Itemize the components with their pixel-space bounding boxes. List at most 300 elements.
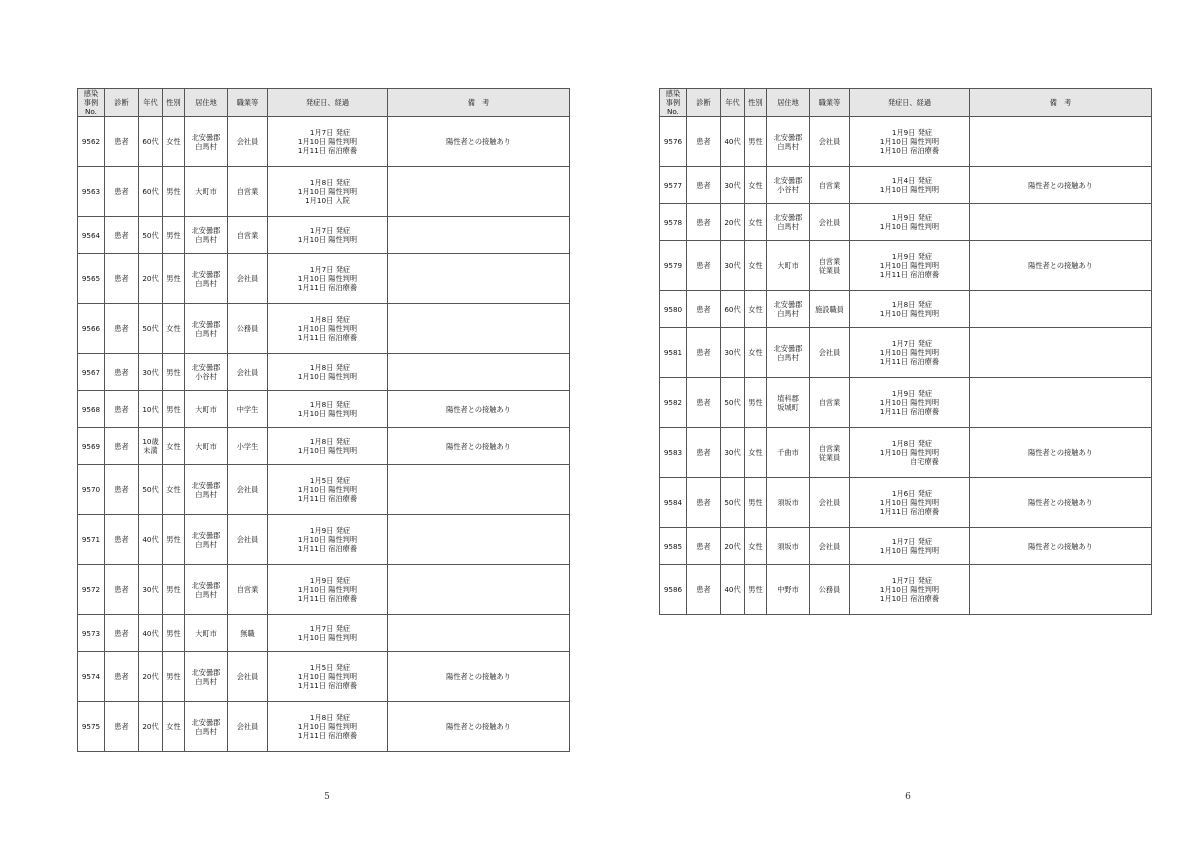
course-cell (268, 565, 388, 615)
sex-cell: 女性 (163, 117, 185, 167)
header-remarks: 備 考 (388, 89, 570, 117)
occupation-cell (228, 515, 268, 565)
age-line: 50代 (724, 398, 741, 407)
remarks-cell (970, 565, 1152, 615)
age-cell (721, 167, 745, 204)
course-line: 1月11日 宿泊療養 (297, 594, 358, 603)
table-row (660, 378, 1152, 428)
case-number-cell: 9577 (660, 167, 687, 204)
occupation-line: 施設職員 (815, 304, 844, 314)
course-line: 1月11日 宿泊療養 (297, 283, 358, 292)
diagnosis-cell: 患者 (687, 167, 721, 204)
table-row (78, 117, 570, 167)
course-line: 1月10日 陽性判明 (297, 446, 358, 455)
occupation-line: 自営業 (236, 585, 259, 594)
course-line: 1月9日 発症 (309, 576, 351, 585)
course-line: 1月10日 陽性判明 (297, 485, 358, 494)
residence-line: 小谷村 (195, 372, 217, 381)
table-row (78, 428, 570, 465)
occupation-cell (810, 328, 850, 378)
header-case-no-line: No. (85, 107, 97, 116)
sex-cell: 女性 (163, 465, 185, 515)
remarks-cell (970, 328, 1152, 378)
diagnosis-cell: 患者 (687, 291, 721, 328)
remarks-cell (388, 304, 570, 354)
case-table (659, 88, 1152, 615)
sex-cell: 男性 (163, 652, 185, 702)
case-number-cell: 9564 (78, 217, 105, 254)
occupation-cell (228, 217, 268, 254)
sex-cell: 女性 (745, 328, 767, 378)
age-line: 30代 (724, 180, 741, 190)
course-line: 1月8日 発症 (309, 315, 351, 324)
course-line: 1月8日 発症 (309, 178, 351, 187)
age-cell (721, 291, 745, 328)
age-cell (139, 167, 163, 217)
course-line: 1月10日 入院 (305, 196, 350, 205)
diagnosis-cell: 患者 (687, 428, 721, 478)
remarks-cell: 陽性者との接触あり (388, 391, 570, 428)
case-number-cell: 9569 (78, 428, 105, 465)
residence-line: 大町市 (195, 404, 217, 414)
residence-line: 大町市 (195, 187, 217, 196)
age-line: 10歳 (142, 437, 159, 446)
header-case-no-line: 事例 (665, 98, 681, 107)
table-row (78, 354, 570, 391)
residence-line: 北安曇郡 (191, 132, 221, 142)
header-row (78, 89, 570, 117)
course-cell (850, 378, 970, 428)
course-line: 1月11日 宿泊療養 (297, 544, 358, 553)
residence-cell (185, 652, 228, 702)
occupation-line: 会社員 (818, 217, 841, 227)
course-cell (268, 652, 388, 702)
age-cell (139, 217, 163, 254)
case-number-cell: 9573 (78, 615, 105, 652)
occupation-cell (228, 304, 268, 354)
header-row (660, 89, 1152, 117)
residence-cell (767, 241, 810, 291)
residence-cell (767, 328, 810, 378)
residence-line: 北安曇郡 (191, 269, 221, 279)
diagnosis-cell: 患者 (105, 615, 139, 652)
course-line: 1月7日 発症 (309, 226, 351, 235)
residence-line: 白馬村 (195, 539, 217, 549)
table-row (78, 167, 570, 217)
diagnosis-cell: 患者 (687, 565, 721, 615)
course-line: 1月10日 陽性判明 (879, 348, 940, 357)
header-occupation: 職業等 (228, 89, 268, 117)
occupation-line: 従業員 (818, 452, 841, 462)
remarks-cell (388, 167, 570, 217)
case-number-cell: 9584 (660, 478, 687, 528)
age-line: 30代 (724, 261, 741, 270)
age-line: 20代 (142, 722, 159, 731)
header-course: 発症日、経過 (268, 89, 388, 117)
header-course: 発症日、経過 (850, 89, 970, 117)
age-line: 30代 (142, 585, 159, 594)
occupation-line: 会社員 (236, 535, 259, 544)
age-cell (139, 354, 163, 391)
course-line: 1月5日 発症 (309, 663, 351, 672)
course-line: 1月10日 陽性判明 (297, 585, 358, 594)
course-line: 1月10日 陽性判明 (879, 448, 940, 457)
diagnosis-cell: 患者 (105, 391, 139, 428)
occupation-line: 自営業 (818, 398, 841, 407)
residence-cell (767, 291, 810, 328)
header-occupation: 職業等 (810, 89, 850, 117)
residence-line: 北安曇郡 (191, 363, 221, 372)
remarks-cell (388, 254, 570, 304)
residence-line: 北安曇郡 (191, 226, 221, 235)
occupation-line: 自営業 (236, 230, 259, 240)
table-row (660, 328, 1152, 378)
course-cell (268, 391, 388, 428)
residence-line: 北安曇郡 (191, 530, 221, 540)
sex-cell: 男性 (745, 378, 767, 428)
course-line: 1月5日 発症 (309, 476, 351, 485)
course-line: 1月10日 陽性判明 (297, 274, 358, 283)
header-remarks: 備 考 (970, 89, 1152, 117)
residence-line: 白馬村 (777, 309, 799, 318)
age-line: 20代 (142, 274, 159, 283)
residence-cell (185, 354, 228, 391)
case-number-cell: 9563 (78, 167, 105, 217)
course-line: 1月8日 発症 (891, 300, 933, 309)
residence-cell (767, 428, 810, 478)
course-line: 1月11日 宿泊療養 (297, 146, 358, 155)
residence-line: 小谷村 (777, 185, 799, 194)
course-line: 1月11日 宿泊療養 (879, 407, 940, 416)
occupation-line: 自営業 (818, 256, 841, 266)
course-line: 1月10日 陽性判明 (297, 535, 358, 544)
age-line: 未満 (143, 446, 158, 455)
sex-cell: 女性 (163, 702, 185, 752)
residence-cell (767, 117, 810, 167)
residence-line: 大町市 (195, 628, 217, 638)
case-number-cell: 9570 (78, 465, 105, 515)
age-line: 40代 (724, 585, 741, 594)
diagnosis-cell: 患者 (105, 702, 139, 752)
course-cell (268, 515, 388, 565)
remarks-cell: 陽性者との接触あり (970, 428, 1152, 478)
diagnosis-cell: 患者 (105, 167, 139, 217)
course-line: 1月8日 発症 (309, 437, 351, 446)
table-row (78, 615, 570, 652)
table-row (78, 304, 570, 354)
header-residence: 居住地 (185, 89, 228, 117)
remarks-cell: 陽性者との接触あり (970, 167, 1152, 204)
course-cell (268, 254, 388, 304)
course-line: 1月9日 発症 (309, 526, 351, 535)
age-cell (721, 565, 745, 615)
age-line: 20代 (724, 217, 741, 227)
course-line: 1月10日 陽性判明 (879, 546, 940, 555)
course-cell (850, 117, 970, 167)
diagnosis-cell: 患者 (105, 428, 139, 465)
course-line: 1月10日 陽性判明 (297, 372, 358, 381)
case-number-cell: 9575 (78, 702, 105, 752)
case-number-cell: 9579 (660, 241, 687, 291)
course-line: 1月9日 発症 (891, 128, 933, 137)
header-case-no-line: 事例 (83, 98, 99, 107)
residence-cell (185, 217, 228, 254)
course-cell (850, 204, 970, 241)
remarks-cell (388, 515, 570, 565)
course-cell (268, 465, 388, 515)
remarks-cell: 陽性者との接触あり (388, 117, 570, 167)
residence-cell (767, 478, 810, 528)
residence-line: 中野市 (777, 585, 799, 594)
residence-line: 白馬村 (195, 278, 217, 288)
header-case-no (660, 89, 687, 117)
course-line: 1月7日 発症 (891, 537, 933, 546)
diagnosis-cell: 患者 (687, 241, 721, 291)
age-cell (139, 652, 163, 702)
diagnosis-cell: 患者 (687, 378, 721, 428)
course-line: 1月9日 発症 (891, 389, 933, 398)
residence-line: 北安曇郡 (191, 667, 221, 677)
table-row (660, 241, 1152, 291)
age-line: 60代 (724, 304, 741, 314)
residence-cell (767, 528, 810, 565)
header-residence: 居住地 (767, 89, 810, 117)
age-cell (721, 528, 745, 565)
occupation-cell (228, 465, 268, 515)
occupation-cell (228, 428, 268, 465)
course-cell (268, 354, 388, 391)
occupation-cell (228, 354, 268, 391)
age-line: 40代 (724, 137, 741, 146)
remarks-cell: 陽性者との接触あり (970, 241, 1152, 291)
sex-cell: 男性 (163, 354, 185, 391)
remarks-cell (388, 565, 570, 615)
course-line: 1月8日 発症 (309, 400, 351, 409)
case-number-cell: 9586 (660, 565, 687, 615)
residence-line: 北安曇郡 (191, 319, 221, 329)
course-cell (268, 167, 388, 217)
case-number-cell: 9565 (78, 254, 105, 304)
page-number: 6 (905, 792, 911, 802)
sex-cell: 女性 (163, 304, 185, 354)
course-cell (268, 615, 388, 652)
course-line: 1月4日 発症 (891, 176, 933, 185)
course-line: 1月11日 宿泊療養 (879, 270, 940, 279)
residence-cell (185, 465, 228, 515)
table-row (660, 291, 1152, 328)
occupation-line: 従業員 (818, 265, 841, 275)
residence-cell (767, 167, 810, 204)
header-case-no-line: 感染 (665, 89, 681, 98)
sex-cell: 男性 (163, 254, 185, 304)
residence-cell (185, 117, 228, 167)
remarks-cell (388, 354, 570, 391)
age-cell (139, 465, 163, 515)
residence-line: 白馬村 (195, 141, 217, 151)
age-line: 50代 (724, 498, 741, 507)
occupation-line: 公務員 (236, 324, 259, 333)
header-diagnosis: 診断 (105, 89, 139, 117)
case-table (77, 88, 570, 752)
course-line: 1月7日 発症 (309, 624, 351, 633)
residence-cell (767, 378, 810, 428)
course-line: 1月10日 陽性判明 (879, 398, 940, 407)
sex-cell: 男性 (163, 615, 185, 652)
occupation-cell (228, 117, 268, 167)
header-case-no-line: 感染 (83, 89, 99, 98)
residence-line: 白馬村 (777, 352, 799, 362)
course-cell (850, 478, 970, 528)
remarks-cell (970, 291, 1152, 328)
course-line: 1月11日 宿泊療養 (297, 494, 358, 503)
table-row (78, 565, 570, 615)
course-line: 1月7日 発症 (891, 339, 933, 348)
diagnosis-cell: 患者 (687, 117, 721, 167)
occupation-cell (810, 378, 850, 428)
course-cell (268, 217, 388, 254)
course-cell (850, 565, 970, 615)
age-line: 20代 (142, 672, 159, 681)
residence-cell (185, 515, 228, 565)
age-line: 50代 (142, 230, 159, 240)
occupation-line: 会社員 (818, 137, 841, 146)
residence-line: 大町市 (195, 441, 217, 451)
sex-cell: 女性 (745, 528, 767, 565)
table-row (78, 217, 570, 254)
age-cell (139, 428, 163, 465)
remarks-cell: 陽性者との接触あり (388, 428, 570, 465)
age-cell (721, 478, 745, 528)
course-line: 自宅療養 (910, 457, 939, 466)
residence-line: 北安曇郡 (773, 343, 803, 353)
course-line: 1月10日 陽性判明 (297, 672, 358, 681)
age-line: 60代 (142, 137, 159, 146)
age-cell (721, 328, 745, 378)
course-line: 1月11日 宿泊療養 (297, 333, 358, 342)
occupation-cell (228, 615, 268, 652)
occupation-cell (810, 117, 850, 167)
age-cell (139, 515, 163, 565)
document-page-6 (600, 0, 1200, 848)
residence-cell (185, 702, 228, 752)
age-line: 30代 (724, 448, 741, 457)
residence-line: 須坂市 (777, 541, 799, 551)
residence-line: 千曲市 (777, 448, 799, 457)
age-cell (139, 702, 163, 752)
case-number-cell: 9574 (78, 652, 105, 702)
age-line: 30代 (724, 348, 741, 357)
table-row (78, 702, 570, 752)
sex-cell: 男性 (163, 217, 185, 254)
occupation-cell (228, 167, 268, 217)
sex-cell: 女性 (745, 291, 767, 328)
table-row (78, 465, 570, 515)
residence-line: 白馬村 (195, 726, 217, 736)
occupation-line: 会社員 (236, 672, 259, 681)
remarks-cell (970, 204, 1152, 241)
course-line: 1月10日 陽性判明 (297, 235, 358, 244)
sex-cell: 男性 (163, 167, 185, 217)
residence-line: 北安曇郡 (191, 580, 221, 590)
residence-line: 大町市 (777, 261, 799, 270)
occupation-line: 自営業 (818, 180, 841, 190)
sex-cell: 女性 (163, 428, 185, 465)
course-line: 1月10日 陽性判明 (297, 137, 358, 146)
sex-cell: 男性 (163, 565, 185, 615)
course-line: 1月10日 陽性判明 (297, 187, 358, 196)
table-row (78, 391, 570, 428)
occupation-line: 会社員 (236, 274, 259, 283)
course-line: 1月11日 宿泊療養 (879, 507, 940, 516)
course-line: 1月7日 発症 (309, 265, 351, 274)
residence-line: 白馬村 (195, 328, 217, 338)
course-line: 1月8日 発症 (309, 713, 351, 722)
residence-line: 北安曇郡 (191, 717, 221, 727)
residence-cell (185, 167, 228, 217)
occupation-cell (810, 478, 850, 528)
occupation-line: 会社員 (818, 348, 841, 357)
diagnosis-cell: 患者 (105, 565, 139, 615)
course-cell (850, 167, 970, 204)
course-line: 1月6日 発症 (891, 489, 933, 498)
table-row (660, 528, 1152, 565)
remarks-cell: 陽性者との接触あり (970, 528, 1152, 565)
residence-line: 白馬村 (195, 589, 217, 599)
residence-line: 北安曇郡 (191, 480, 221, 490)
course-line: 1月10日 陽性判明 (879, 585, 940, 594)
course-line: 1月8日 発症 (309, 363, 351, 372)
diagnosis-cell: 患者 (105, 254, 139, 304)
course-cell (850, 328, 970, 378)
course-line: 1月10日 陽性判明 (297, 633, 358, 642)
sex-cell: 女性 (745, 204, 767, 241)
case-number-cell: 9580 (660, 291, 687, 328)
occupation-line: 自営業 (818, 443, 841, 453)
age-line: 20代 (724, 541, 741, 551)
header-sex: 性別 (745, 89, 767, 117)
age-line: 40代 (142, 628, 159, 638)
residence-cell (767, 565, 810, 615)
case-number-cell: 9562 (78, 117, 105, 167)
age-cell (139, 391, 163, 428)
page-number: 5 (324, 792, 330, 802)
case-number-cell: 9576 (660, 117, 687, 167)
course-line: 1月9日 発症 (891, 213, 933, 222)
case-number-cell: 9582 (660, 378, 687, 428)
residence-cell (185, 391, 228, 428)
residence-line: 白馬村 (777, 141, 799, 151)
age-cell (139, 117, 163, 167)
diagnosis-cell: 患者 (105, 465, 139, 515)
age-cell (721, 378, 745, 428)
header-sex: 性別 (163, 89, 185, 117)
course-cell (268, 702, 388, 752)
table-row (660, 565, 1152, 615)
diagnosis-cell: 患者 (105, 217, 139, 254)
course-line: 1月11日 宿泊療養 (879, 357, 940, 366)
age-cell (721, 117, 745, 167)
table-row (660, 117, 1152, 167)
occupation-line: 中学生 (236, 404, 259, 414)
course-line: 1月10日 陽性判明 (879, 261, 940, 270)
residence-line: 須坂市 (777, 498, 799, 507)
header-diagnosis: 診断 (687, 89, 721, 117)
occupation-line: 会社員 (236, 722, 259, 731)
case-number-cell: 9583 (660, 428, 687, 478)
residence-cell (185, 254, 228, 304)
course-cell (850, 428, 970, 478)
course-line: 1月9日 発症 (891, 252, 933, 261)
